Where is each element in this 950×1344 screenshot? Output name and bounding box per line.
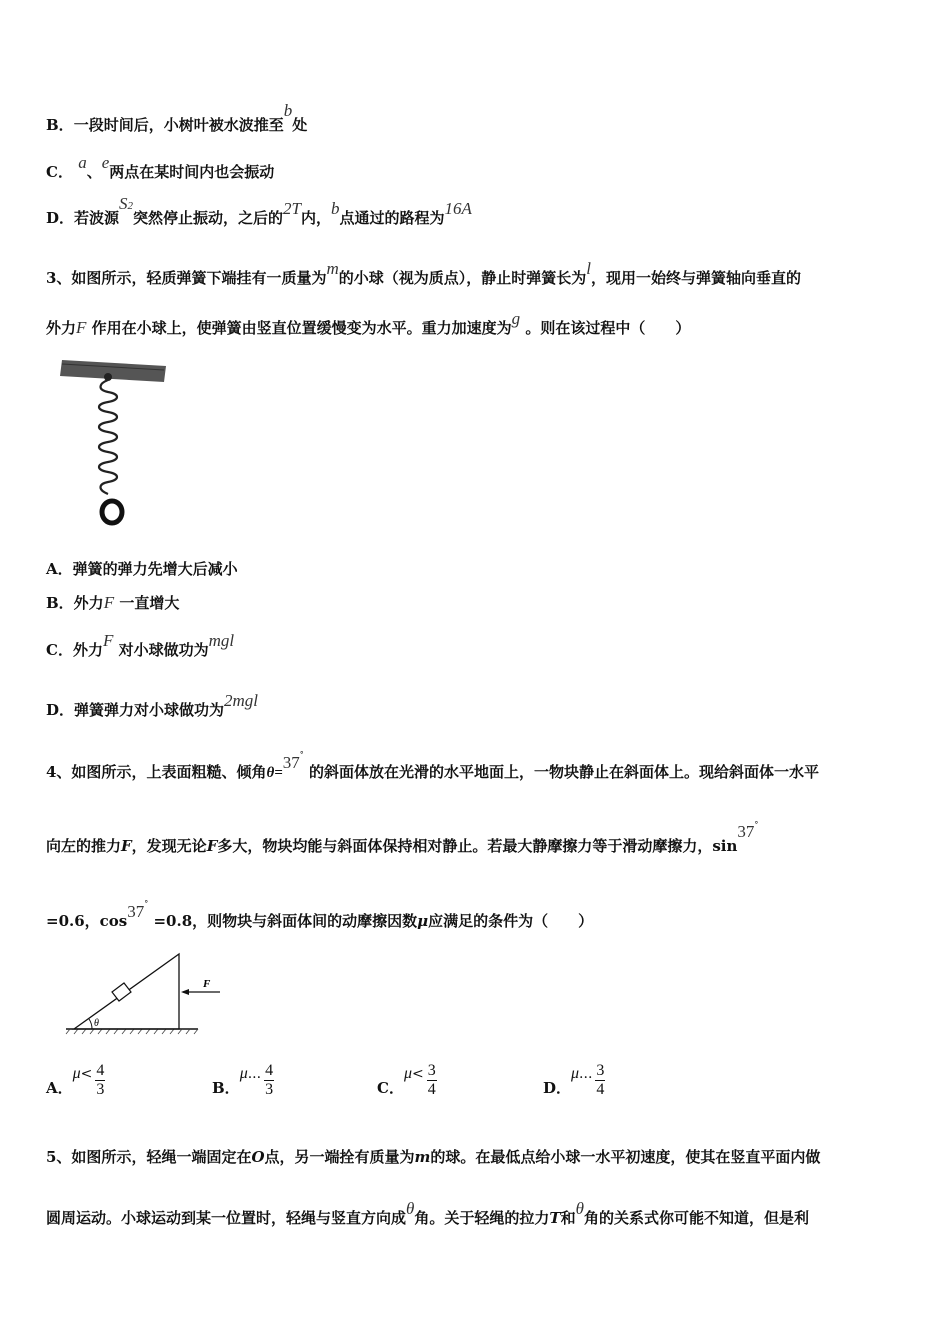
theta-label: θ	[94, 1018, 99, 1029]
q3-stem-line2: 外力F 作用在小球上，使弹簧由竖直位置缓慢变为水平。重力加速度为g 。则在该过程中（ ）	[46, 309, 691, 337]
q3-option-d[interactable]: D．弹簧弹力对小球做功为2mgl	[46, 691, 259, 719]
q4-stem-line1: 4、如图所示，上表面粗糙、倾角θ=37° 的斜面体放在光滑的水平地面上，一物块静止在斜面体上。现给斜面体一水平	[46, 750, 820, 781]
q3-option-a[interactable]: A．弹簧的弹力先增大后减小	[46, 560, 238, 578]
ball	[102, 501, 122, 523]
q4-stem-line2: 向左的推力F，发现无论F多大，物块均能与斜面体保持相对静止。若最大静摩擦力等于滑动摩擦力，sin37°	[46, 820, 759, 855]
q4-option-c[interactable]: C．μ< $\frac{3}{4}$	[377, 1062, 436, 1098]
q2-option-d[interactable]: D．若波源S2突然停止振动，之后的2T内，b点通过的路程为16A	[46, 194, 472, 227]
source-symbol: S2	[119, 194, 134, 213]
q2-option-c[interactable]: C． a、e两点在某时间内也会振动	[46, 153, 275, 181]
q4-stem-line3: =0.6，cos37° =0.8，则物块与斜面体间的动摩擦因数μ应满足的条件为（ ）	[46, 899, 594, 930]
q3-stem-line1: 3、如图所示，轻质弹簧下端挂有一质量为m的小球（视为质点），静止时弹簧长为l，现用一始终与弹簧轴向垂直的	[46, 259, 801, 287]
ceiling-beam	[60, 360, 166, 382]
force-label: F	[203, 978, 211, 990]
block	[112, 983, 131, 1001]
q5-stem-line2: 圆周运动。小球运动到某一位置时，轻绳与竖直方向成θ角。关于轻绳的拉力T和θ角的关系式你可能不知道，但是利	[46, 1199, 809, 1227]
q4-option-d[interactable]: D．μ... $\frac{3}{4}$	[543, 1062, 605, 1098]
q5-stem-line1: 5、如图所示，轻绳一端固定在O点，另一端拴有质量为m的球。在最低点给小球一水平初速度，使其在竖直平面内做	[46, 1148, 821, 1166]
spring-ball-figure	[58, 354, 173, 529]
incline-figure	[62, 950, 222, 1038]
q2-option-b[interactable]: B．一段时间后，小树叶被水波推至b处	[46, 101, 308, 134]
q3-option-c[interactable]: C．外力F 对小球做功为mgl	[46, 631, 235, 659]
q3-option-b[interactable]: B．外力F 一直增大	[46, 593, 180, 612]
spring-coil	[99, 380, 117, 494]
q4-option-b[interactable]: B．μ... $\frac{4}{3}$	[212, 1062, 274, 1098]
q4-option-a[interactable]: A．μ< $\frac{4}{3}$	[46, 1062, 105, 1098]
